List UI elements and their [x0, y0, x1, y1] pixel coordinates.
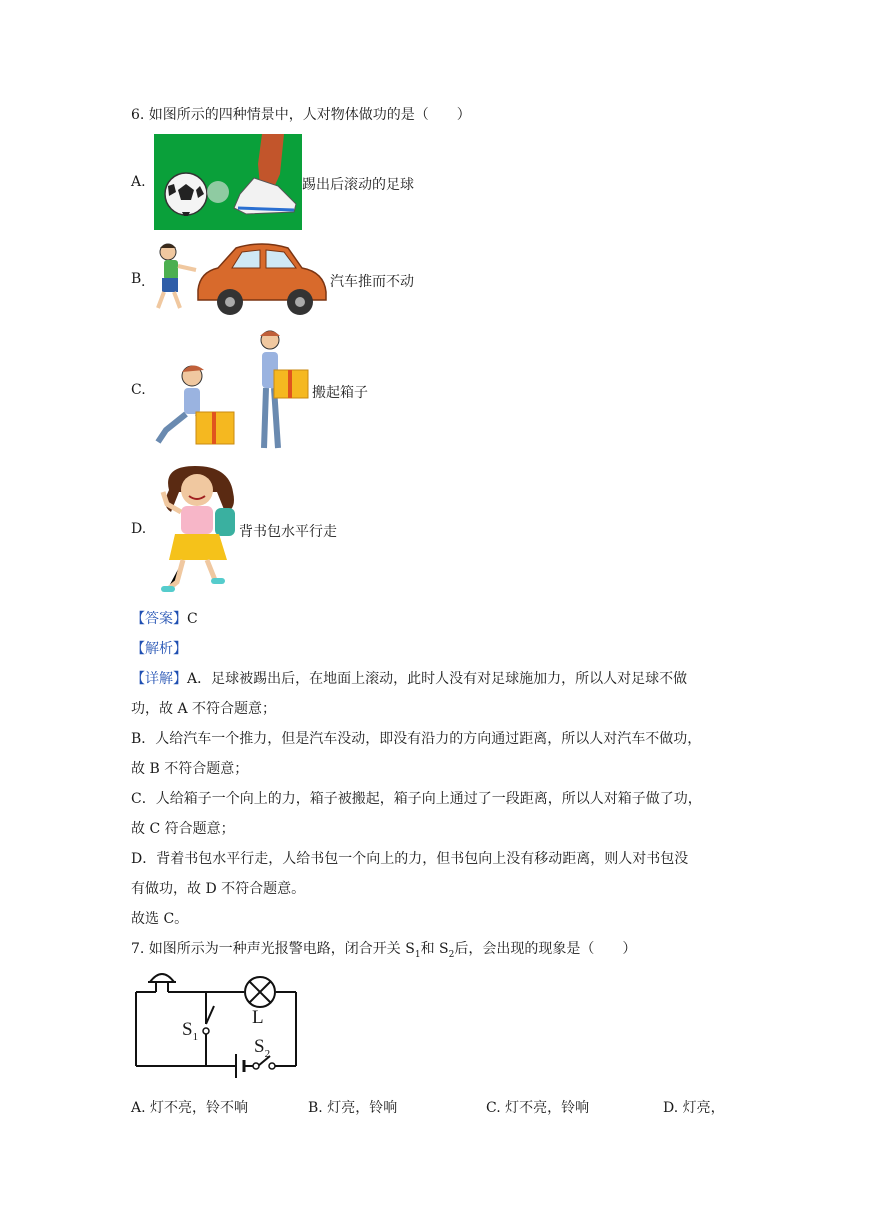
answer-line: [131, 608, 198, 628]
q7-choice-a: A. 灯不亮，铃不响: [131, 1100, 249, 1116]
detail-line-1: [131, 668, 687, 688]
q7-sub2: 2: [448, 949, 455, 960]
answer-value: C: [187, 611, 198, 627]
q7-choice-c: C. 灯不亮，铃响: [486, 1100, 590, 1116]
detail-line-4: 故 B 不符合题意；: [131, 761, 249, 777]
soccer-kick-image: [154, 134, 302, 230]
q7-stem-part3: 后，会出现的现象是（ ）: [454, 941, 637, 957]
circuit-diagram: [130, 962, 302, 1086]
detail-line-9: 故选 C。: [131, 911, 189, 927]
q6-option-b-letter: B: [131, 271, 142, 287]
q6-option-b-dot: ·: [141, 278, 146, 294]
q6-option-b-caption: 汽车推而不动: [330, 274, 414, 290]
q7-choice-b: B. 灯亮，铃响: [308, 1100, 398, 1116]
lift-box-image: [152, 326, 312, 454]
detail-text-1: A．足球被踢出后，在地面上滚动，此时人没有对足球施加力，所以人对足球不做: [187, 671, 688, 687]
q6-option-a-letter: A.: [131, 174, 146, 190]
analysis-tag: 【解析】: [131, 641, 187, 657]
push-car-image: [152, 238, 330, 318]
q6-stem: 6. 如图所示的四种情景中，人对物体做功的是（ ）: [131, 107, 471, 123]
detail-line-8: 有做功，故 D 不符合题意。: [131, 881, 306, 897]
s2-label: [254, 1036, 270, 1060]
q6-option-d-caption: 背书包水平行走: [239, 524, 337, 540]
s2-sub: 2: [264, 1047, 271, 1060]
detail-tag: 【详解】: [131, 671, 187, 687]
q7-stem: [131, 938, 636, 960]
answer-tag: 【答案】: [131, 611, 187, 627]
s1-label: [182, 1019, 198, 1043]
s1-letter: S: [182, 1019, 193, 1040]
q6-option-d-letter: D.: [131, 521, 147, 537]
q7-sub1: 1: [414, 949, 421, 960]
detail-line-3: B．人给汽车一个推力，但是汽车没动，即没有沿力的方向通过距离，所以人对汽车不做功，: [131, 731, 702, 747]
q7-stem-part2: 和 S: [420, 941, 449, 957]
q7-choice-d: D. 灯亮，: [663, 1100, 725, 1116]
detail-line-6: 故 C 符合题意；: [131, 821, 235, 837]
detail-line-5: C．人给箱子一个向上的力，箱子被搬起，箱子向上通过了一段距离，所以人对箱子做了功，: [131, 791, 702, 807]
q7-stem-part1: 7. 如图所示为一种声光报警电路，闭合开关 S: [131, 941, 415, 957]
s1-sub: 1: [192, 1030, 199, 1043]
detail-line-7: D．背着书包水平行走，人给书包一个向上的力，但书包向上没有移动距离，则人对书包没: [131, 851, 689, 867]
s2-letter: S: [254, 1036, 265, 1057]
q6-option-a-caption: 踢出后滚动的足球: [302, 177, 414, 193]
q6-option-c-caption: 搬起箱子: [312, 385, 368, 401]
q6-option-c-letter: C.: [131, 382, 146, 398]
lamp-label: L: [252, 1007, 264, 1028]
backpack-girl-image: [155, 462, 239, 596]
detail-line-2: 功，故 A 不符合题意；: [131, 701, 277, 717]
